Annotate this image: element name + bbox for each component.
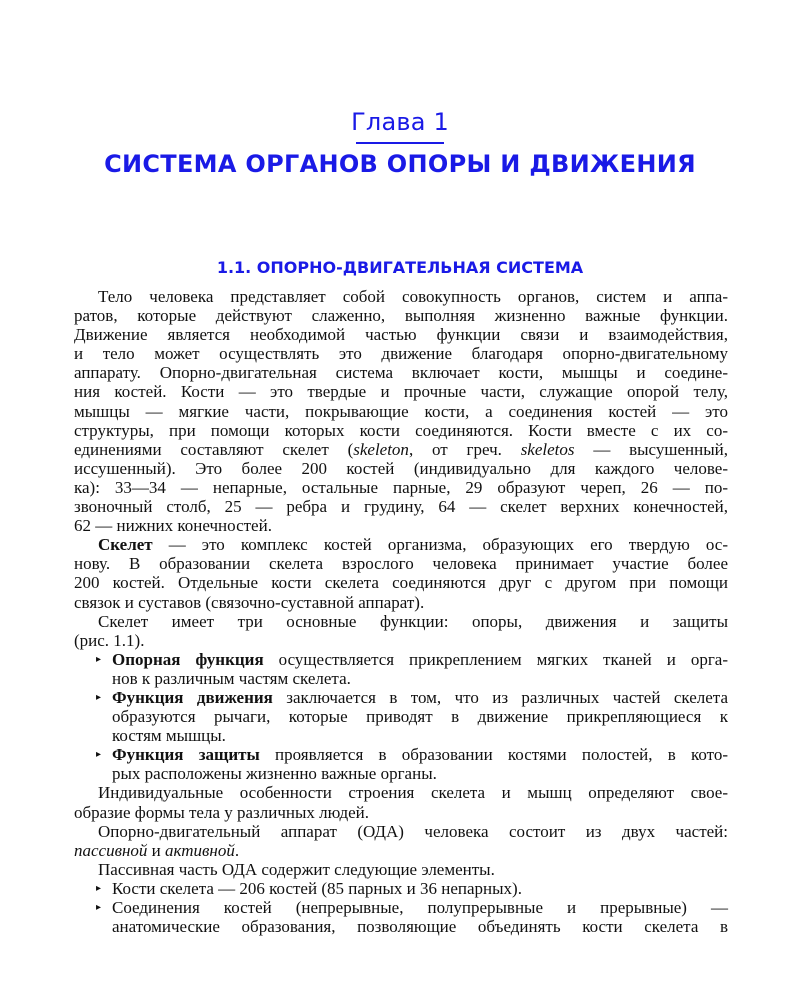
triangle-bullet-icon: ▸ bbox=[96, 653, 102, 665]
text-run: — высушенный, bbox=[574, 439, 728, 459]
paragraph-4-line: образие формы тела у различных людей. bbox=[74, 802, 370, 822]
term-movement-function: Функция движения bbox=[112, 687, 273, 707]
list-item-text bbox=[92, 650, 728, 669]
paragraph-6-line: Пассивная часть ОДА содержит следующие элементы. bbox=[98, 859, 495, 879]
list-item bbox=[74, 745, 728, 764]
list-item-continuation: анатомические образования, позволяющие объединять кости скелета в bbox=[112, 917, 728, 937]
term-protection-function: Функция защиты bbox=[112, 745, 260, 765]
paragraph-3-line: (рис. 1.1). bbox=[74, 630, 145, 650]
paragraph-3-line: Скелет имеет три основные функции: опоры, движения и защиты bbox=[98, 611, 728, 631]
greek-term-skeletos: skeletos bbox=[520, 439, 575, 459]
chapter-title: СИСТЕМА ОРГАНОВ ОПОРЫ И ДВИЖЕНИЯ bbox=[104, 150, 696, 178]
paragraph-2-line bbox=[74, 535, 728, 554]
paragraph-1-line: мышцы — мягкие части, покрывающие кости, а соединения костей — это bbox=[74, 401, 728, 421]
paragraph-1-line bbox=[74, 440, 728, 459]
text-run: , от греч. bbox=[408, 439, 521, 459]
paragraph-1-line: звоночный столб, 25 — ребра и грудину, 64 — скелет верхних конечностей, bbox=[74, 497, 728, 517]
paragraph-5-line: Опорно-двигательный аппарат (ОДА) человека состоит из двух частей: bbox=[98, 821, 728, 841]
text-run: единениями составляют скелет ( bbox=[74, 439, 354, 459]
latin-term-skeleton: skeleton bbox=[353, 439, 409, 459]
list-item-continuation: костям мышцы. bbox=[112, 726, 226, 746]
list-item-continuation: образуются рычаги, которые приводят в движение прикрепляющиеся к bbox=[112, 707, 728, 727]
list-item-text bbox=[92, 745, 728, 764]
list-item-text bbox=[92, 688, 728, 707]
text-run: — это комплекс костей организма, образующих его твердую ос- bbox=[152, 535, 728, 555]
paragraph-4-line: Индивидуальные особенности строения скелета и мышц определяют свое- bbox=[98, 783, 728, 803]
paragraph-1-line: ратов, которые действуют слаженно, выполняя жизненно важные функции. bbox=[74, 306, 728, 326]
list-item bbox=[74, 688, 728, 707]
paragraph-2-line: связок и суставов (связочно-суставной аппарат). bbox=[74, 592, 425, 612]
text-run: проявляется в образовании костями полостей, в кото- bbox=[259, 745, 728, 765]
paragraph-1-line: Движение является необходимой частью функции связи и взаимодействия, bbox=[74, 325, 728, 345]
paragraph-2-line: 200 костей. Отдельные кости скелета соединяются друг с другом при помощи bbox=[74, 573, 728, 593]
paragraph-1-line: иссушенный). Это более 200 костей (индивидуально для каждого челове- bbox=[74, 458, 728, 478]
triangle-bullet-icon: ▸ bbox=[96, 691, 102, 703]
text-run: . bbox=[234, 840, 240, 860]
paragraph-5-line bbox=[74, 841, 728, 860]
list-item-continuation: нов к различным частям скелета. bbox=[112, 668, 351, 688]
text-run: и bbox=[147, 840, 166, 860]
triangle-bullet-icon: ▸ bbox=[96, 749, 102, 761]
list-item-text: Кости скелета — 206 костей (85 парных и 36 непарных). bbox=[112, 878, 522, 898]
list-item bbox=[74, 879, 728, 898]
term-support-function: Опорная функция bbox=[112, 649, 264, 669]
paragraph-1-line: ка): 33—34 — непарные, остальные парные, 29 образуют череп, 26 — по- bbox=[74, 477, 728, 497]
list-item-continuation: рых расположены жизненно важные органы. bbox=[112, 764, 437, 784]
paragraph-2-line: нову. В образовании скелета взрослого человека принимает участие более bbox=[74, 554, 728, 574]
section-title: 1.1. ОПОРНО-ДВИГАТЕЛЬНАЯ СИСТЕМА bbox=[216, 258, 584, 277]
term-passive: пассивной bbox=[74, 840, 148, 860]
paragraph-1-line: аппарату. Опорно-двигательная система включает кости, мышцы и соедине- bbox=[74, 363, 728, 383]
list-item-text: Соединения костей (непрерывные, полупрерывные и прерывные) — bbox=[112, 898, 728, 917]
paragraph-1-line: 62 — нижних конечностей. bbox=[74, 516, 272, 536]
text-run: заключается в том, что из различных частей скелета bbox=[272, 687, 728, 707]
body-text bbox=[74, 287, 728, 936]
triangle-bullet-icon: ▸ bbox=[96, 902, 102, 913]
paragraph-1-line: и тело может осуществлять это движение благодаря опорно-двигательному bbox=[74, 344, 728, 364]
term-active: активной bbox=[165, 840, 235, 860]
paragraph-1-line: структуры, при помощи которых кости соединяются. Кости вместе с их со- bbox=[74, 420, 728, 440]
term-skeleton: Скелет bbox=[98, 535, 153, 555]
chapter-underline bbox=[356, 142, 444, 144]
list-item bbox=[74, 650, 728, 669]
chapter-label: Глава 1 bbox=[351, 108, 449, 136]
list-item bbox=[74, 898, 728, 917]
triangle-bullet-icon: ▸ bbox=[96, 882, 102, 894]
paragraph-1-line: Тело человека представляет собой совокупность органов, систем и аппа- bbox=[98, 287, 728, 306]
text-run: осуществляется прикреплением мягких тканей и орга- bbox=[263, 649, 728, 669]
paragraph-1-line: ния костей. Кости — это твердые и прочные части, служащие опорой телу, bbox=[74, 382, 728, 402]
